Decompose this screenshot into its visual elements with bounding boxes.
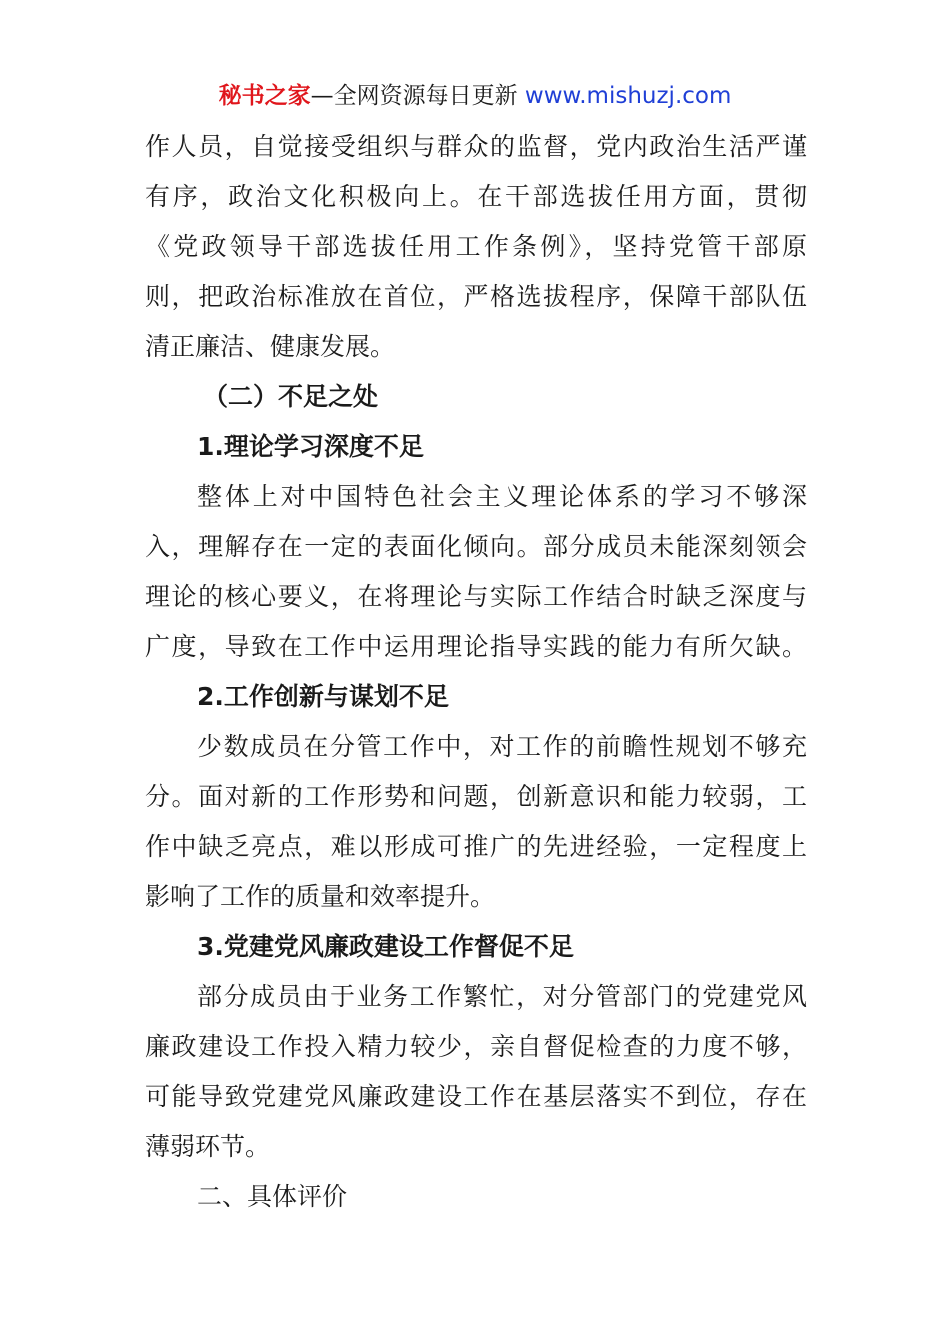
site-header (0, 80, 950, 112)
paragraph-line: 影响了工作的质量和效率提升。 (145, 882, 496, 911)
subsection-heading: 2.工作创新与谋划不足 (197, 682, 449, 711)
paragraph-line: 《党政领导干部选拔任用工作条例》，坚持党管干部原 (145, 232, 807, 261)
paragraph-line: 入，理解存在一定的表面化倾向。部分成员未能深刻领会 (145, 532, 807, 561)
paragraph-line: 作人员，自觉接受组织与群众的监督，党内政治生活严谨 (145, 132, 807, 161)
header-site-link[interactable]: www.mishuzj.com (524, 83, 732, 109)
section-heading: （二）不足之处 (203, 382, 379, 411)
paragraph-line: 整体上对中国特色社会主义理论体系的学习不够深 (197, 482, 807, 511)
section-heading: 二、具体评价 (197, 1182, 348, 1211)
paragraph-line: 理论的核心要义，在将理论与实际工作结合时缺乏深度与 (145, 582, 807, 611)
paragraph-line: 广度，导致在工作中运用理论指导实践的能力有所欠缺。 (145, 632, 807, 661)
paragraph-line: 分。面对新的工作形势和问题，创新意识和能力较弱，工 (145, 782, 807, 811)
header-brand: 秘书之家 (218, 83, 311, 109)
document-body (145, 122, 807, 1222)
paragraph-line: 少数成员在分管工作中，对工作的前瞻性规划不够充 (197, 732, 807, 761)
paragraph-line: 薄弱环节。 (145, 1132, 271, 1161)
header-tagline: —全网资源每日更新 (310, 83, 525, 109)
subsection-heading: 3.党建党风廉政建设工作督促不足 (197, 932, 574, 961)
paragraph-line: 清正廉洁、健康发展。 (145, 332, 396, 361)
paragraph-line: 有序，政治文化积极向上。在干部选拔任用方面，贯彻 (145, 182, 807, 211)
paragraph-line: 部分成员由于业务工作繁忙，对分管部门的党建党风 (197, 982, 807, 1011)
paragraph-line: 作中缺乏亮点，难以形成可推广的先进经验，一定程度上 (145, 832, 807, 861)
paragraph-line: 则，把政治标准放在首位，严格选拔程序，保障干部队伍 (145, 282, 807, 311)
paragraph-line: 廉政建设工作投入精力较少，亲自督促检查的力度不够， (145, 1032, 807, 1061)
subsection-heading: 1.理论学习深度不足 (197, 432, 424, 461)
paragraph-line: 可能导致党建党风廉政建设工作在基层落实不到位，存在 (145, 1082, 807, 1111)
